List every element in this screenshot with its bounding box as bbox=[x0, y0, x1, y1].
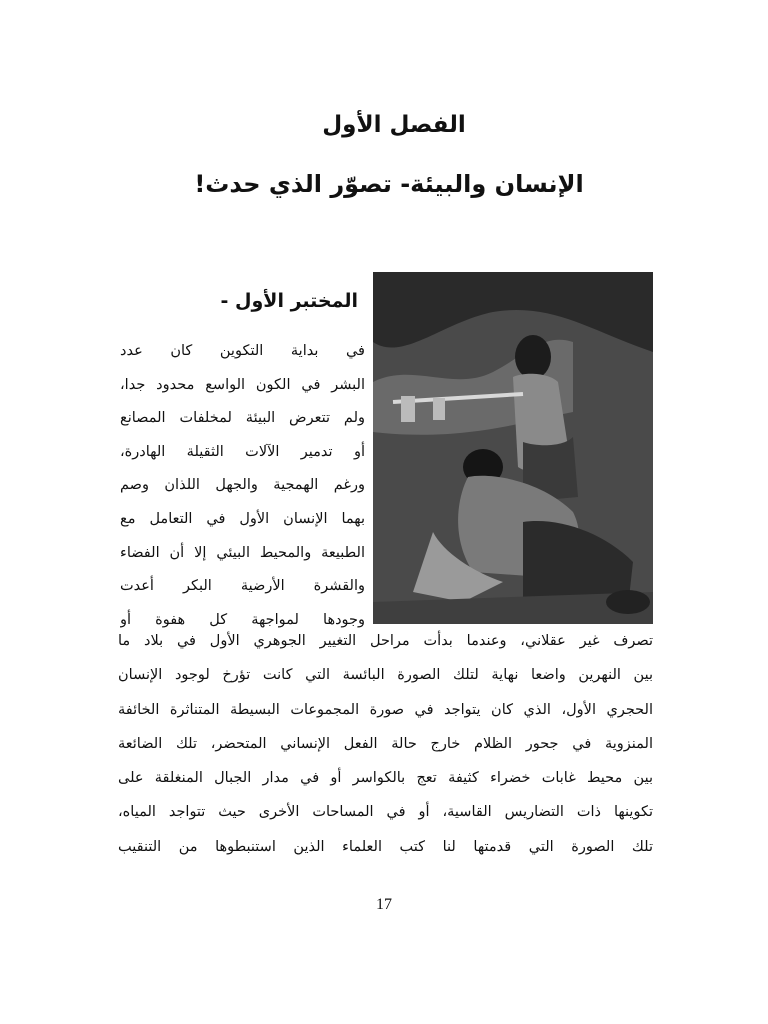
page-number: 17 bbox=[376, 896, 392, 913]
text-line: بين النهرين واضعا نهاية لتلك الصورة البائسة التي كانت تؤرخ لوجود الإنسان bbox=[118, 667, 653, 684]
chapter-subtitle: الإنسان والبيئة- تصوّر الذي حدث! bbox=[194, 170, 584, 198]
text-line: بهما الإنسان الأول في التعامل مع bbox=[120, 510, 365, 527]
text-line: بين محيط غابات خضراء كثيفة تعج بالكواسر أو في مدار الجبال المنغلقة على bbox=[118, 770, 653, 787]
text-line: في بداية التكوين كان عدد bbox=[120, 343, 365, 359]
text-line: تصرف غير عقلاني، وعندما بدأت مراحل التغيير الجوهري الأول في بلاد ما bbox=[118, 633, 653, 649]
text-line: وجودها لمواجهة كل هفوة أو bbox=[120, 611, 365, 628]
chapter-title: الفصل الأول bbox=[322, 112, 466, 138]
text-line: ولم تتعرض البيئة لمخلفات المصانع bbox=[120, 410, 365, 427]
text-line: والقشرة الأرضية البكر أعدت bbox=[120, 578, 365, 595]
caveman-illustration-icon bbox=[373, 272, 653, 624]
text-line: الحجري الأول، الذي كان يتواجد في صورة المجموعات البسيطة المتناثرة الخائفة bbox=[118, 701, 653, 718]
text-line: ورغم الهمجية والجهل اللذان وصم bbox=[120, 477, 365, 494]
text-line: أو تدمير الآلات الثقيلة الهادرة، bbox=[120, 443, 365, 460]
text-line: تكوينها ذات التضاريس القاسية، أو في المساحات الأخرى حيث تتواجد المياه، bbox=[118, 804, 653, 821]
text-line: المنزوية في جحور الظلام خارج حالة الفعل الإنساني المتحضر، تلك الضائعة bbox=[118, 735, 653, 752]
text-line: تلك الصورة التي قدمتها لنا كتب العلماء الذين استنبطوها من التنقيب bbox=[118, 838, 653, 855]
text-line: الطبيعة والمحيط البيئي إلا أن الفضاء bbox=[120, 544, 365, 561]
section-heading: المختبر الأول - bbox=[220, 290, 358, 312]
body-paragraph bbox=[118, 624, 653, 864]
text-line: البشر في الكون الواسع محدود جدا، bbox=[120, 376, 365, 393]
side-paragraph bbox=[120, 335, 365, 637]
